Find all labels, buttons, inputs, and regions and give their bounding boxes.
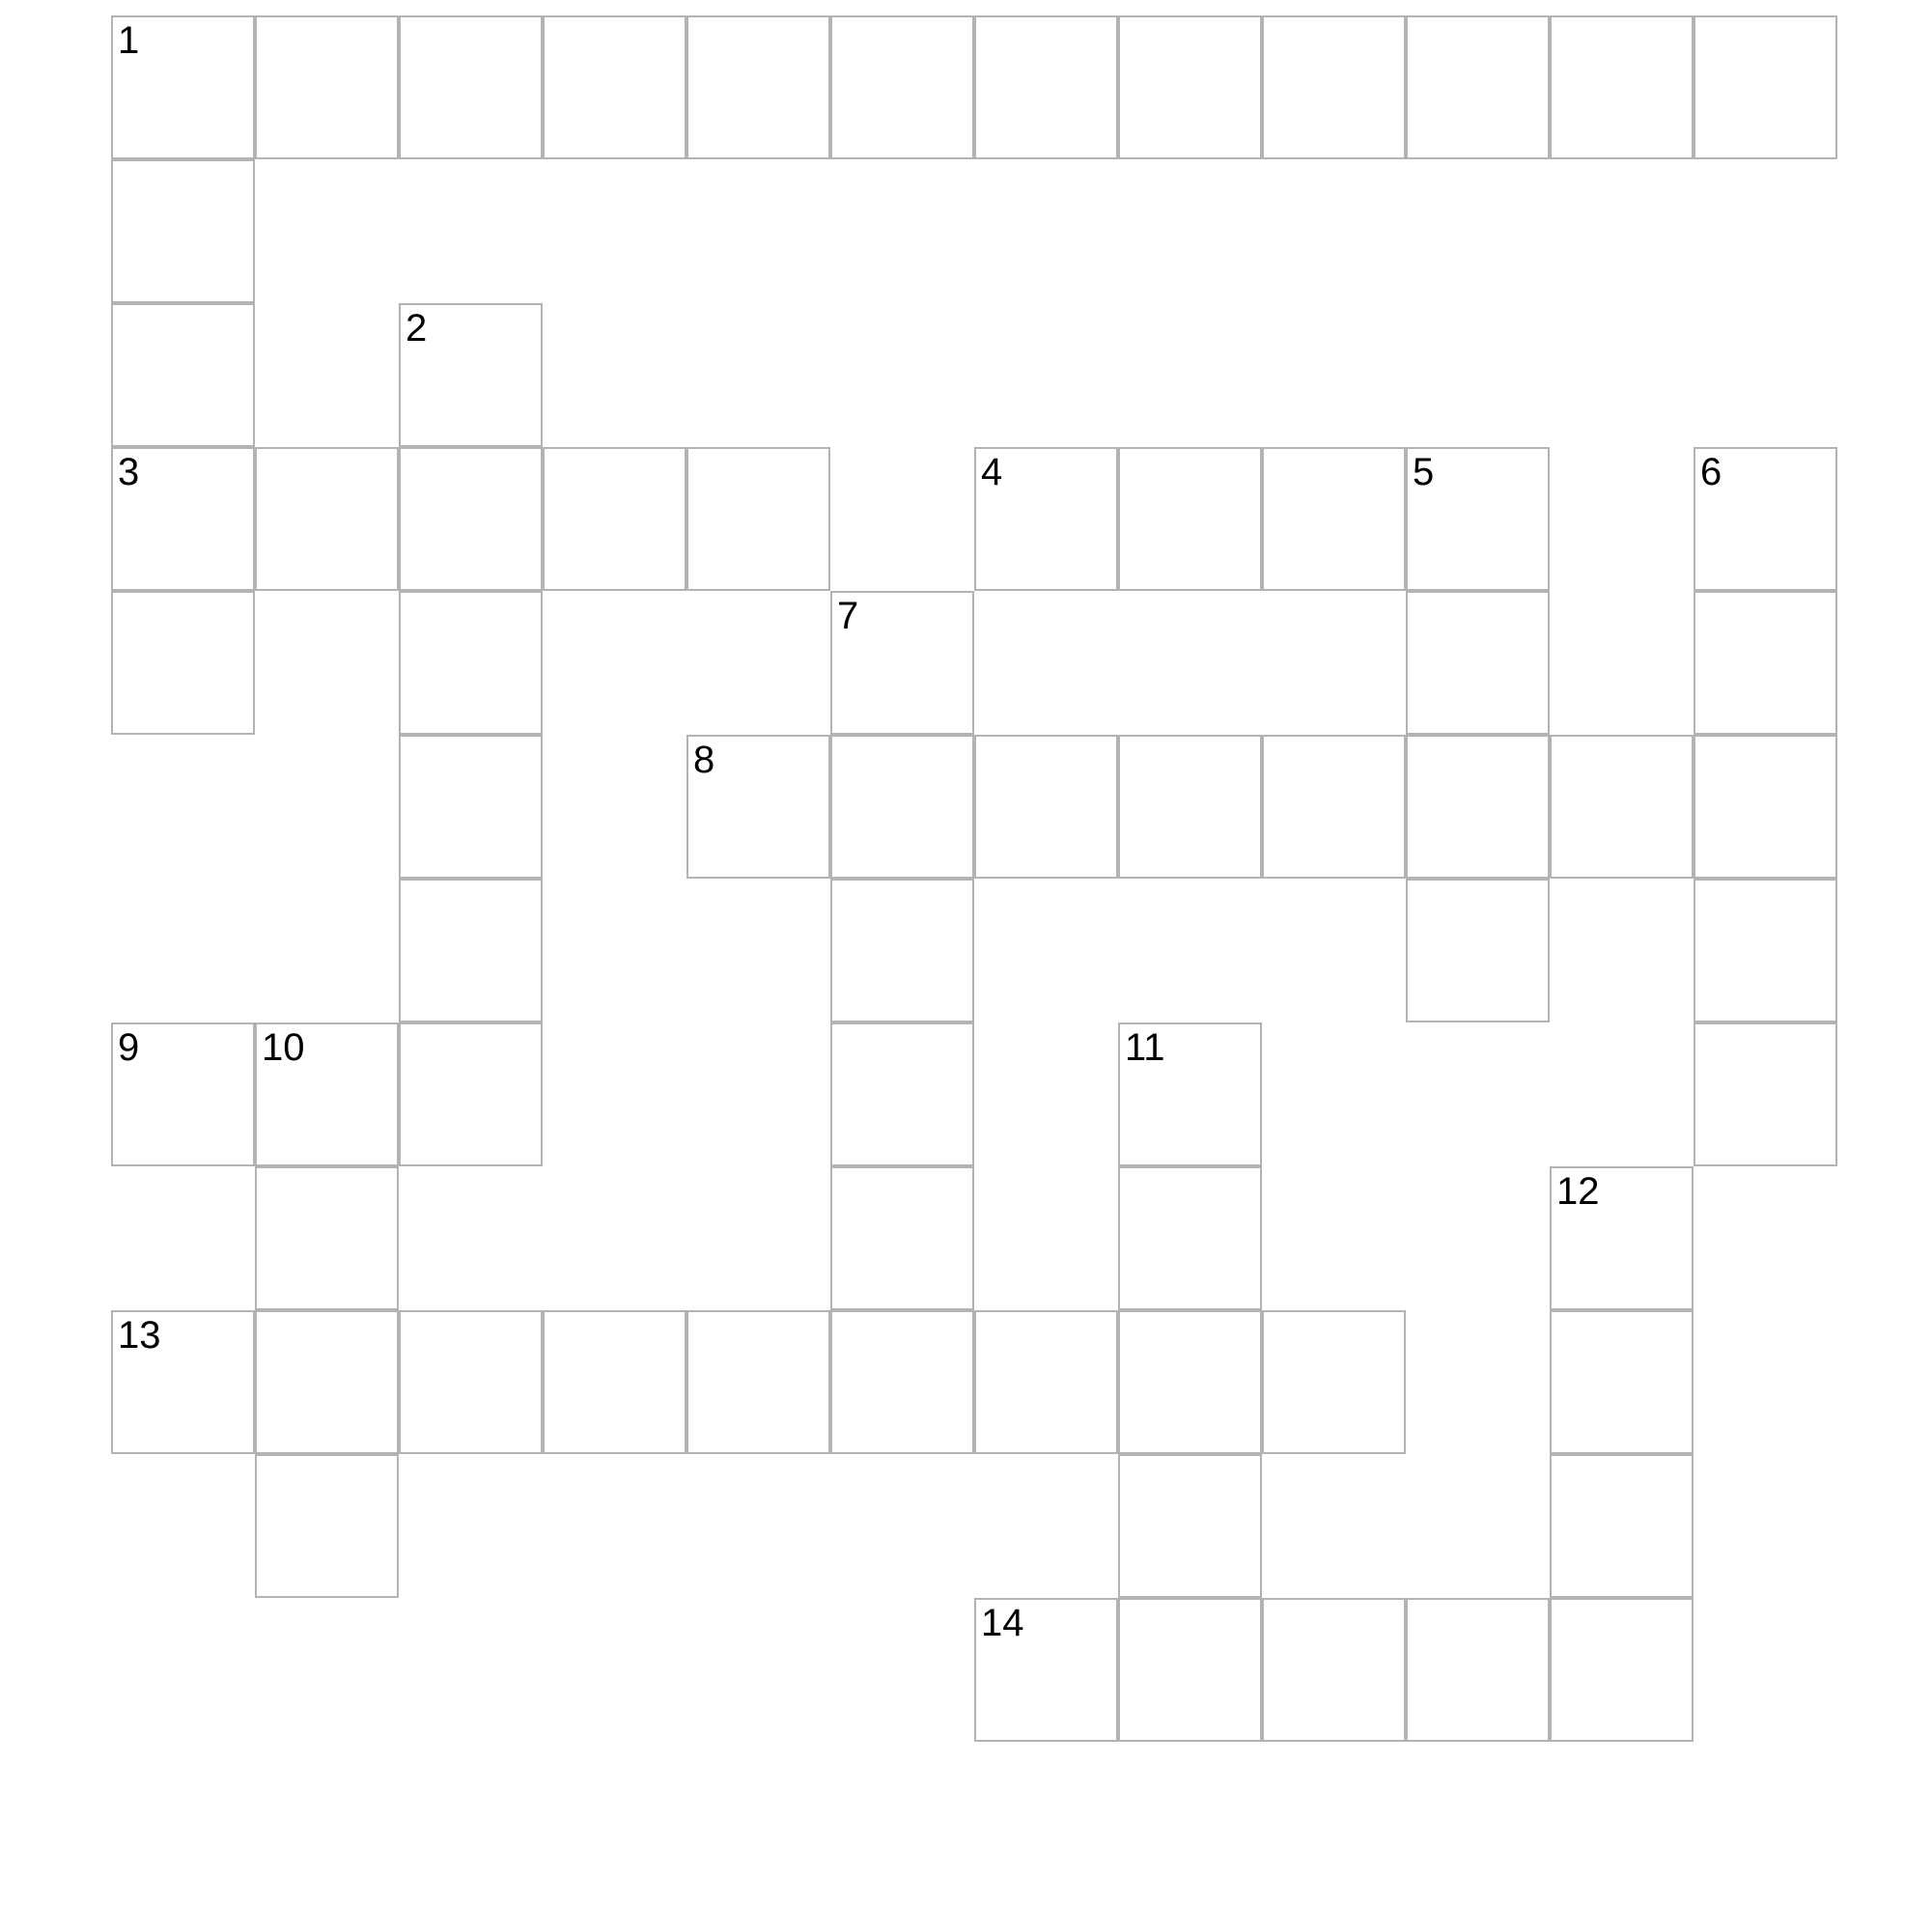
clue-number: 10: [262, 1026, 305, 1069]
crossword-cell[interactable]: [1694, 1022, 1837, 1166]
clue-number: 1: [118, 19, 140, 62]
crossword-cell[interactable]: [1406, 879, 1550, 1022]
crossword-cell[interactable]: [686, 447, 830, 591]
crossword-cell[interactable]: [1262, 1598, 1406, 1742]
crossword-cell[interactable]: [1262, 1310, 1406, 1454]
crossword-cell[interactable]: [255, 15, 399, 159]
crossword-cell[interactable]: [1118, 15, 1262, 159]
clue-number: 5: [1413, 451, 1435, 493]
crossword-cell[interactable]: [255, 1166, 399, 1310]
crossword-cell[interactable]: [111, 303, 255, 447]
crossword-cell[interactable]: [399, 735, 543, 879]
crossword-cell[interactable]: [111, 1310, 255, 1454]
crossword-cell[interactable]: [255, 1310, 399, 1454]
crossword-cell[interactable]: [399, 1310, 543, 1454]
clue-number: 2: [406, 307, 428, 350]
crossword-cell[interactable]: [974, 735, 1118, 879]
crossword-cell[interactable]: [1118, 735, 1262, 879]
crossword-cell[interactable]: [1550, 1598, 1694, 1742]
crossword-cell[interactable]: [1550, 1310, 1694, 1454]
crossword-cell[interactable]: [1694, 879, 1837, 1022]
crossword-cell[interactable]: [1694, 447, 1837, 591]
crossword-cell[interactable]: [1406, 591, 1550, 735]
clue-number: 12: [1556, 1170, 1600, 1213]
clue-number: 3: [118, 451, 140, 493]
crossword-cell[interactable]: [543, 447, 686, 591]
crossword-cell[interactable]: [1262, 15, 1406, 159]
crossword-cell[interactable]: [974, 1310, 1118, 1454]
crossword-cell[interactable]: [1406, 735, 1550, 879]
crossword-cell[interactable]: [830, 15, 974, 159]
crossword-cell[interactable]: [399, 15, 543, 159]
clue-number: 13: [118, 1314, 161, 1357]
crossword-cell[interactable]: [1694, 591, 1837, 735]
crossword-cell[interactable]: [399, 303, 543, 447]
crossword-cell[interactable]: [830, 735, 974, 879]
crossword-cell[interactable]: [1694, 15, 1837, 159]
crossword-cell[interactable]: [830, 1166, 974, 1310]
crossword-cell[interactable]: [686, 735, 830, 879]
crossword-cell[interactable]: [1118, 1166, 1262, 1310]
crossword-cell[interactable]: [974, 1598, 1118, 1742]
crossword-cell[interactable]: [111, 15, 255, 159]
crossword-cell[interactable]: [974, 15, 1118, 159]
crossword-cell[interactable]: [830, 879, 974, 1022]
crossword-cell[interactable]: [1118, 447, 1262, 591]
clue-number: 14: [981, 1602, 1024, 1644]
crossword-cell[interactable]: [111, 591, 255, 735]
clue-number: 6: [1700, 451, 1722, 493]
crossword-cell[interactable]: [1262, 447, 1406, 591]
crossword-cell[interactable]: [399, 879, 543, 1022]
crossword-cell[interactable]: [1694, 735, 1837, 879]
crossword-cell[interactable]: [399, 1022, 543, 1166]
crossword-cell[interactable]: [1262, 735, 1406, 879]
crossword-cell[interactable]: [255, 447, 399, 591]
crossword-cell[interactable]: [399, 447, 543, 591]
crossword-cell[interactable]: [830, 1310, 974, 1454]
crossword-cell[interactable]: [399, 591, 543, 735]
crossword-cell[interactable]: [1406, 15, 1550, 159]
clue-number: 7: [837, 595, 859, 637]
crossword-cell[interactable]: [1118, 1310, 1262, 1454]
crossword-cell[interactable]: [111, 1022, 255, 1166]
crossword-cell[interactable]: [543, 1310, 686, 1454]
crossword-cell[interactable]: [1550, 1166, 1694, 1310]
crossword-cell[interactable]: [1406, 1598, 1550, 1742]
crossword-cell[interactable]: [830, 591, 974, 735]
crossword-cell[interactable]: [686, 1310, 830, 1454]
clue-number: 4: [981, 451, 1003, 493]
crossword-cell[interactable]: [255, 1022, 399, 1166]
crossword-cell[interactable]: [543, 15, 686, 159]
crossword-cell[interactable]: [1406, 447, 1550, 591]
crossword-cell[interactable]: [974, 447, 1118, 591]
clue-number: 9: [118, 1026, 140, 1069]
clue-number: 8: [693, 739, 715, 781]
crossword-cell[interactable]: [1118, 1022, 1262, 1166]
crossword-cell[interactable]: [830, 1022, 974, 1166]
crossword-cell[interactable]: [686, 15, 830, 159]
crossword-grid: [111, 15, 1837, 1742]
crossword-cell[interactable]: [111, 447, 255, 591]
crossword-cell[interactable]: [255, 1454, 399, 1598]
crossword-cell[interactable]: [111, 159, 255, 303]
clue-number: 11: [1125, 1026, 1165, 1069]
crossword-cell[interactable]: [1118, 1598, 1262, 1742]
crossword-cell[interactable]: [1118, 1454, 1262, 1598]
crossword-cell[interactable]: [1550, 1454, 1694, 1598]
crossword-cell[interactable]: [1550, 735, 1694, 879]
crossword-cell[interactable]: [1550, 15, 1694, 159]
